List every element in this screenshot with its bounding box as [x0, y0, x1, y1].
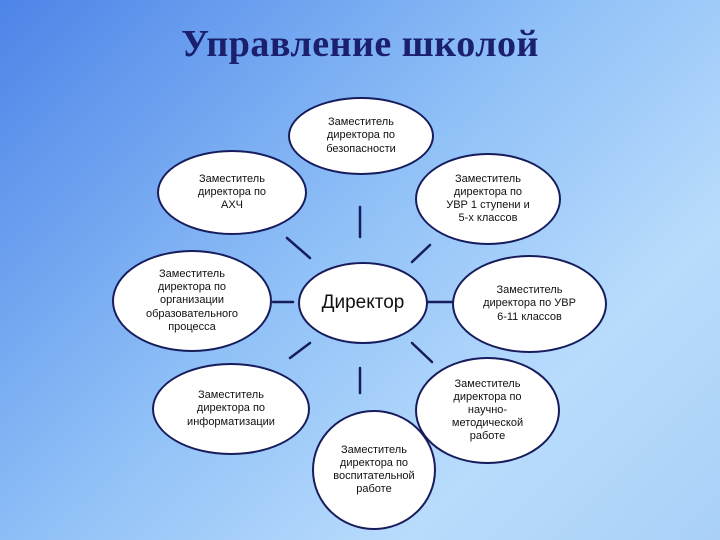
page-title: Управление школой	[181, 23, 539, 65]
node-uvr-6-11-deputy: Заместитель директора по УВР 6-11 классов	[452, 255, 607, 353]
node-informatization-deputy: Заместитель директора по информатизации	[152, 363, 310, 455]
connector-methodical	[412, 343, 432, 362]
node-methodical-deputy: Заместитель директора по научно- методической работе	[415, 357, 560, 464]
connector-ahch	[287, 238, 310, 258]
node-security-deputy: Заместитель директора по безопасности	[288, 97, 434, 175]
node-ahch-deputy: Заместитель директора по АХЧ	[157, 150, 307, 235]
connector-uvr-1-5	[412, 245, 430, 262]
node-uvr-1-5-deputy: Заместитель директора по УВР 1 ступени и 5-х классов	[415, 153, 561, 245]
node-organization-deputy: Заместитель директора по организации образовательного процесса	[112, 250, 272, 352]
node-director: Директор	[298, 262, 428, 344]
connector-informatization	[290, 343, 310, 358]
node-educational-deputy: Заместитель директора по воспитательной работе	[312, 410, 436, 530]
